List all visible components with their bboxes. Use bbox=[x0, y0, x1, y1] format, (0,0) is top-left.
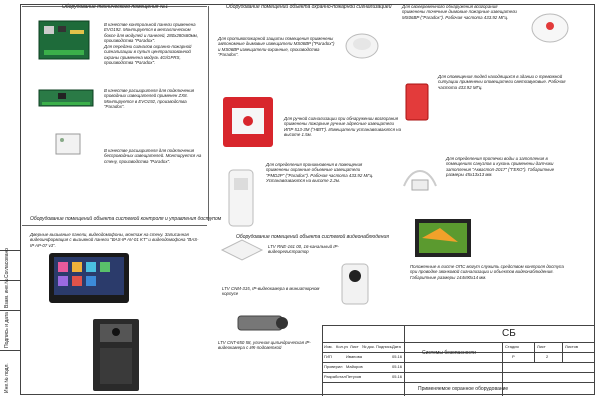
text-transmitter: Для передачи сигналов охранно-пожарной сигнализации в пульт централизованной охраны применена модуль 4G/GPRS, производства "Paradox". bbox=[104, 44, 192, 66]
tb-date-3: 05.16 bbox=[392, 374, 403, 379]
text-manual-call-point: Для ручной сигнализации при обнаружении возгорания применены пожарные ручные адресные извещатели ИПР 513-3М ("НВП"). Извещатели устанавливаются на высоте 1.5м. bbox=[284, 116, 402, 138]
tb-sheet-header: Лист bbox=[537, 344, 546, 349]
title-block bbox=[322, 325, 595, 396]
stamp-label-sign-date: Подпись и дата bbox=[4, 312, 10, 348]
mini-camera-image bbox=[340, 262, 370, 306]
video-intercom-monitor-image bbox=[48, 252, 130, 304]
section-title-access-control: Оборудование помещений объекта системой контроля и управления доступом bbox=[30, 216, 222, 222]
side-stamp-strip bbox=[0, 247, 21, 395]
tb-date-2: 05.16 bbox=[392, 364, 403, 369]
stamp-label-agreed: Согласовано bbox=[4, 247, 10, 278]
tb-header-count: Кол.уч bbox=[336, 344, 348, 349]
siren-image bbox=[404, 82, 430, 122]
text-siren: Для оповещения людей находящихся в здании о тревожной ситуации применены оповещатели светозвуковые. Рабочая частота 433.92 МГц. bbox=[438, 74, 566, 90]
divider-vertical bbox=[208, 6, 209, 221]
section-title-tech-room: Оборудование технического помещения №1 bbox=[62, 4, 168, 10]
tb-stage: Р bbox=[512, 354, 515, 359]
divider-left bbox=[22, 225, 207, 226]
titleblock-code: СБ bbox=[502, 328, 516, 339]
tb-role-2: Проверил bbox=[324, 364, 343, 369]
tb-name-2: Майоров bbox=[346, 364, 363, 369]
stamp-label-inv-no: Инв.№ подл. bbox=[4, 363, 10, 393]
text-control-panel: В качестве контрольной панели применена EVO192. Монтируется в металлическом боксе для модулей и панелей, 280х280х80мм, производства "Paradox". bbox=[104, 22, 199, 44]
tb-sheet: 2 bbox=[546, 354, 549, 359]
bullet-camera-image bbox=[232, 310, 292, 336]
tb-stage-header: Стадия bbox=[505, 344, 519, 349]
stamp-label-replace-inv: Взам. инв.№ bbox=[4, 278, 10, 308]
motion-detector-image bbox=[226, 168, 256, 228]
water-leak-sensor-image bbox=[398, 156, 442, 198]
text-monitor: Положенные в листе ОПС могут служить средством контроля доступа при проводке звонковой сигнализации и объектов видеонаблюдения. Габаритные размеры 144х90х14 мм. bbox=[410, 264, 564, 280]
nvr-image bbox=[218, 236, 266, 264]
tb-sheets-header: Листов bbox=[565, 344, 578, 349]
text-point-smoke: Для своевременного обнаружения возгорания применены точечные дымовые пожарные извещатели MS06BP ("Paradox"). Рабочая частота 433.92 МГц. bbox=[402, 4, 517, 20]
manual-call-point-image bbox=[222, 96, 274, 148]
section-title-video: Оборудование помещений объекта системой видеонаблюдения bbox=[236, 234, 389, 240]
tb-doc-name: Применяемое охранное оборудование bbox=[418, 386, 509, 392]
tb-role-1: ГИП bbox=[324, 354, 332, 359]
tb-header-change: Изм. bbox=[324, 344, 333, 349]
tb-name-3: Петухов bbox=[346, 374, 362, 379]
smoke-detector-2-image bbox=[530, 10, 570, 46]
tb-role-3: Разработал bbox=[324, 374, 346, 379]
text-intercom: Дверные вызывные панели, видеодомофоны, монтаж на стену. Записанная видеоинформация с вызывной панели "BAS-IP AV-01 KT" и видеодомофона "BAS-IP AP-07 v3". bbox=[30, 232, 199, 248]
text-wireless-expander: В качестве расширителя для подключения беспроводных извещателей. Монтируется на стену, производства "Paradox". bbox=[104, 148, 202, 164]
text-wired-expander: В качестве расширителя для подключения проводных извещателей применен ZX8. Монтируется в EVO192, производства "Paradox". bbox=[104, 88, 195, 110]
text-mini-camera: LTV CNM-315, IP-видеокамера в миниатюрном корпусе bbox=[222, 286, 320, 297]
tb-date-1: 05.16 bbox=[392, 354, 403, 359]
tb-header-date: Дата bbox=[392, 344, 401, 349]
tb-header-docnum: № док. bbox=[362, 344, 375, 349]
tb-header-sheet: Лист bbox=[350, 344, 359, 349]
tb-system-name: Системы безопасности bbox=[422, 350, 476, 356]
smoke-detector-image bbox=[344, 30, 380, 62]
text-motion-detector: Для определения проникновения в помещения применены охранные объемные извещатели "PMD2P" ("Paradox"). Рабочая частота 433.92 МГц. Устанавливаются на высоте 2.2м. bbox=[266, 162, 374, 184]
door-call-panel-image bbox=[92, 318, 140, 392]
text-nvr: LTV RNE-161 00, 16-канальный IP-видеорегистратор bbox=[268, 244, 339, 255]
control-panel-board-image bbox=[38, 20, 90, 60]
text-autonomous-smoke: Для противопожарной защиты помещения применены автономные дымовые извещатели МS06BP ("Paradox") и MS06BP извещатели-охранные, производства "Paradox". bbox=[218, 36, 335, 58]
wireless-expander-image bbox=[54, 132, 82, 156]
monitor-image bbox=[414, 218, 472, 258]
text-bullet-camera: LTV CNT-650 58, уличная цилиндрическая IP-видеокамера с ИК-подсветкой bbox=[218, 340, 311, 351]
tb-header-sign: Подпись bbox=[376, 344, 392, 349]
section-title-fire-alarm: Оборудование помещений объекта охранно-пожарной сигнализацией bbox=[226, 4, 392, 10]
tb-name-1: Иванова bbox=[346, 354, 362, 359]
expander-board-image bbox=[38, 88, 94, 108]
text-water-leak: Для определения протечки воды и затопления в помещениях санузлов и кухонь применены датчики затопления "Аквастоп-2017" ("ГЕКО"). Габаритные размеры 45х13х13 мм. bbox=[446, 156, 555, 178]
